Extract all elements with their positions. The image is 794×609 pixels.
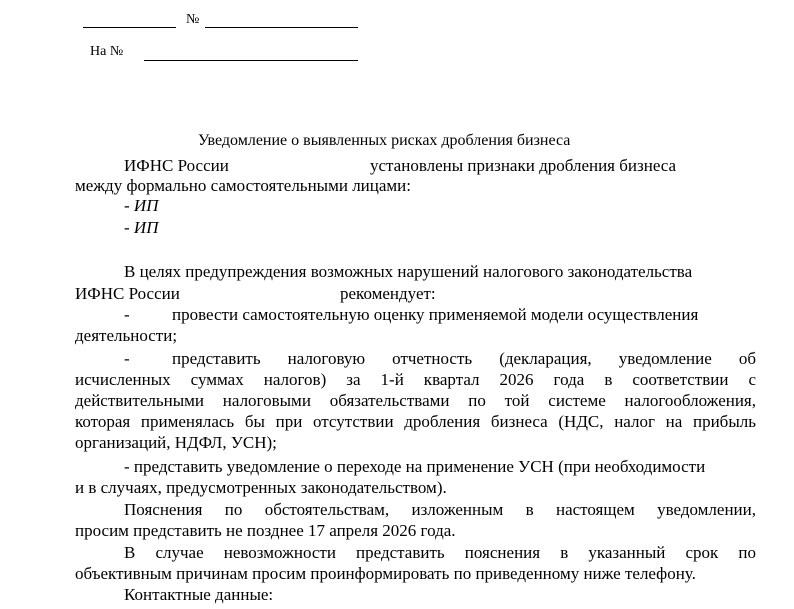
contacts-label: Контактные данные: — [124, 585, 274, 604]
impossibility-line1: В случае невозможности представить пояснения в указанный срок по — [124, 543, 756, 562]
bullet-3-line1: - представить уведомление о переходе на применение УСН (при необходимости — [124, 457, 706, 476]
bullet-1-line1: провести самостоятельную оценку применяемой модели осуществления — [172, 305, 699, 324]
recommend-line2-start: ИФНС России — [75, 284, 180, 303]
number-sign: № — [186, 12, 200, 27]
date-blank — [83, 27, 176, 28]
document-title: Уведомление о выявленных рисках дробления бизнеса — [198, 132, 571, 149]
intro-line1-end: установлены признаки дробления бизнеса — [370, 156, 677, 175]
bullet-2-line2: исчисленных суммах налогов) за 1-й квартал 2026 года в соответствии с — [75, 370, 756, 389]
bullet-2-line3: действительными налоговыми обязательствами по той системе налогообложения, — [75, 391, 756, 410]
explanations-line2: просим представить не позднее 17 апреля 2026 года. — [75, 521, 456, 540]
recommend-line1: В целях предупреждения возможных нарушений налогового законодательства — [124, 262, 693, 281]
reply-label: На № — [90, 44, 124, 59]
entity-item-2: - ИП — [124, 218, 159, 237]
entity-item-1: - ИП — [124, 196, 159, 215]
recommend-line2-end: рекомендует: — [340, 284, 436, 303]
bullet-3-line2: и в случаях, предусмотренных законодательством). — [75, 478, 447, 497]
bullet-2-line5: организаций, НДФЛ, УСН); — [75, 433, 277, 452]
intro-line1-start: ИФНС России — [124, 156, 229, 175]
bullet-2-line4: которая применялась бы при отсутствии дробления бизнеса (НДС, налог на прибыль — [75, 412, 756, 431]
explanations-line1: Пояснения по обстоятельствам, изложенным в настоящем уведомлении, — [124, 500, 756, 519]
impossibility-line2: объективным причинам просим проинформировать по приведенному ниже телефону. — [75, 564, 696, 583]
intro-line2: между формально самостоятельными лицами: — [75, 176, 411, 195]
bullet-1-line2: деятельности; — [75, 326, 178, 345]
bullet-2-line1: представить налоговую отчетность (декларация, уведомление об — [172, 349, 756, 368]
bullet-2-dash: - — [124, 349, 130, 368]
reply-number-blank — [144, 60, 358, 61]
bullet-1-dash: - — [124, 305, 130, 324]
number-blank — [205, 27, 358, 28]
